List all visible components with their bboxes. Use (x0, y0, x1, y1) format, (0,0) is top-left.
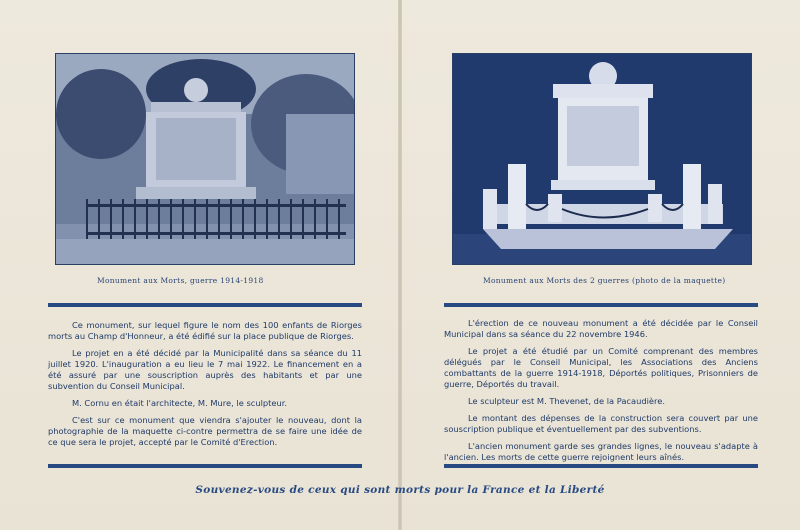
left-paragraph: M. Cornu en était l'architecte, M. Mure, le sculpteur. (72, 398, 288, 408)
left-paragraph: Ce monument, sur lequel figure le nom des 100 enfants de Riorges morts au Champ d'Honneur, a été édifié sur la place publique de Riorges. (48, 320, 362, 341)
old-monument-caption: Monument aux Morts, guerre 1914-1918 (97, 276, 264, 285)
maquette-photo (452, 53, 752, 265)
left-text (48, 320, 362, 454)
left-bottom-rule (48, 464, 362, 468)
right-bottom-rule (444, 464, 758, 468)
right-paragraph: Le sculpteur est M. Thevenet, de la Pacaudière. (468, 396, 665, 406)
right-paragraph: Le montant des dépenses de la construction sera couvert par une souscription publique et éventuellement par des subventions. (444, 413, 758, 434)
right-paragraph: L'érection de ce nouveau monument a été décidée par le Conseil Municipal dans sa séance du 22 novembre 1946. (444, 318, 758, 339)
footer-slogan: Souvenez-vous de ceux qui sont morts pour la France et la Liberté (195, 484, 605, 496)
right-paragraph: L'ancien monument garde ses grandes lignes, le nouveau s'adapte à l'ancien. Les morts de cette guerre rejoignent leurs aînés. (444, 441, 758, 462)
left-top-rule (48, 303, 362, 307)
right-text (444, 318, 758, 469)
left-paragraph: Le projet en a été décidé par la Municipalité dans sa séance du 11 juillet 1920. L'inauguration a eu lieu le 7 mai 1922. Le financement en a été assuré par une souscription auprès des habitants et par une subvention du Conseil Municipal. (48, 348, 362, 391)
maquette-caption: Monument aux Morts des 2 guerres (photo de la maquette) (483, 276, 726, 285)
right-paragraph: Le projet a été étudié par un Comité comprenant des membres délégués par le Conseil Municipal, les Associations des Anciens combattants de la guerre 1914-1918, Déportés politiques, Prisonniers de guerre, Déportés du travail. (444, 346, 758, 389)
old-monument-photo (55, 53, 355, 265)
left-paragraph: C'est sur ce monument que viendra s'ajouter le nouveau, dont la photographie de la maquette ci-contre permettra de se faire une idée de ce que sera le projet, accepté par le Comité d'Erection. (48, 415, 362, 447)
right-top-rule (444, 303, 758, 307)
